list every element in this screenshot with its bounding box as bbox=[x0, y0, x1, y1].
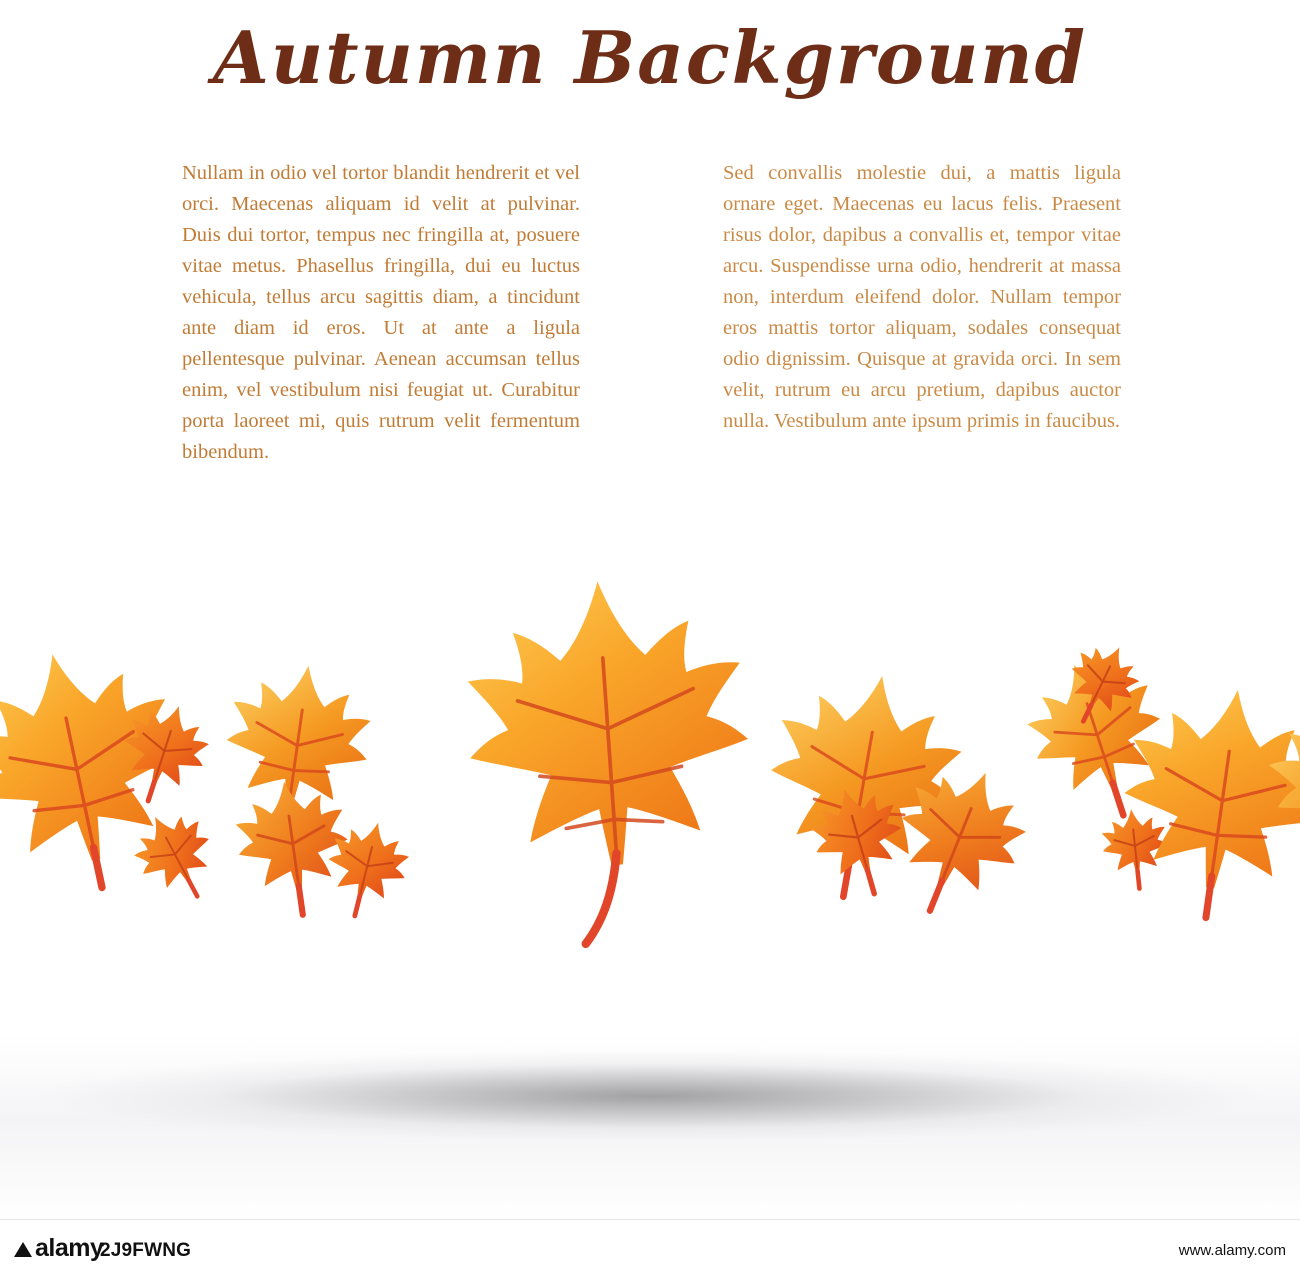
paragraph-right: Sed convallis molestie dui, a mattis ligula ornare eget. Maecenas eu lacus felis. Praesent risus dolor, dapibus a convallis et, tempor vitae arcu. Suspendisse urna odio, hendrerit at massa non, interdum eleifend dolor. Nullam tempor eros mattis tortor aliquam, sodales consequat odio dignissim. Quisque at gravida orci. In sem velit, rutrum eu arcu pretium, dapibus auctor nulla. Vestibulum ante ipsum primis in faucibus. bbox=[723, 162, 1121, 432]
alamy-wordmark: alamy bbox=[35, 1234, 104, 1262]
text-column-left bbox=[182, 158, 580, 468]
autumn-leaves-band bbox=[0, 560, 1300, 1040]
image-id-label: 2J9FWNG bbox=[100, 1240, 192, 1261]
paragraph-left: Nullam in odio vel tortor blandit hendrerit et vel orci. Maecenas aliquam id velit at pulvinar. Duis dui tortor, tempus nec fringilla at, posuere vitae metus. Phasellus fringilla, dui eu luctus vehicula, tellus arcu sagittis diam, a tincidunt ante diam id eros. Ut at ante a ligula pellentesque pulvinar. Aenean accumsan tellus enim, vel vestibulum nisi feugiat ut. Curabitur porta laoreet mi, quis rutrum velit fermentum bibendum. bbox=[182, 162, 580, 463]
text-column-right bbox=[723, 158, 1121, 468]
page-title: Autumn Background bbox=[213, 15, 1087, 100]
body-text-columns bbox=[182, 158, 1122, 468]
alamy-logo bbox=[14, 1234, 103, 1263]
alamy-triangle-icon bbox=[14, 1242, 32, 1257]
floor-shadow bbox=[0, 1030, 1300, 1219]
alamy-url[interactable]: www.alamy.com bbox=[1178, 1242, 1286, 1259]
leaves-illustration bbox=[0, 560, 1300, 1040]
leaf-small-3 bbox=[317, 813, 416, 925]
stock-footer-bar bbox=[0, 1219, 1300, 1285]
leaf-center-hero bbox=[459, 572, 762, 951]
